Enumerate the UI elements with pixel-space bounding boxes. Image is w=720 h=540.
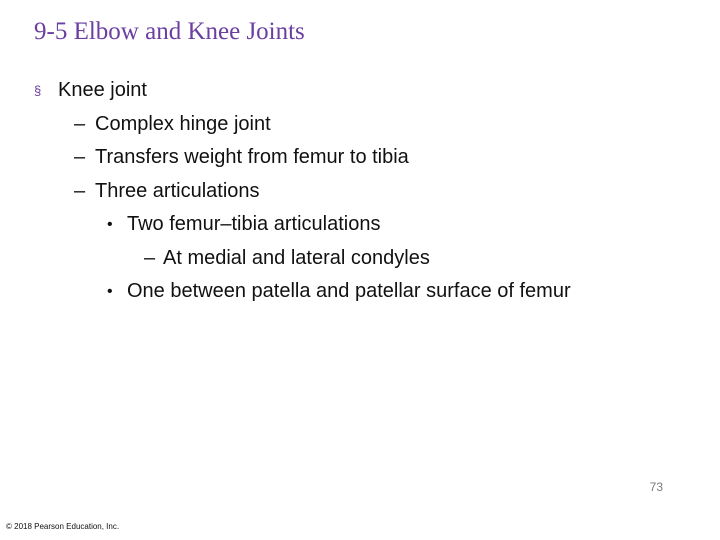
dash-bullet-icon: – [74,179,86,202]
copyright-notice: © 2018 Pearson Education, Inc. [6,522,120,531]
bullet-text: At medial and lateral condyles [163,246,430,269]
dot-bullet-icon: • [107,216,113,233]
bullet-text: Two femur–tibia articulations [127,213,381,235]
page-number: 73 [649,480,663,494]
bullet-text: Transfers weight from femur to tibia [95,146,409,168]
bullet-text: Three articulations [95,179,260,202]
bullet-text: Complex hinge joint [95,112,271,135]
dash-bullet-icon: – [144,246,156,269]
bullet-item-complex-hinge-joint [34,108,704,142]
slide-title: 9-5 Elbow and Knee Joints [34,18,305,45]
bullet-text: Knee joint [58,79,147,101]
dash-bullet-icon: – [74,112,86,135]
bullet-item-transfers-weight [34,141,704,175]
bullet-item-knee-joint [34,74,704,108]
bullet-item-two-femur-tibia [34,208,704,242]
square-bullet-icon: § [34,83,42,98]
bullet-item-three-articulations [34,175,704,209]
dash-bullet-icon: – [74,146,86,168]
bullet-list [34,74,704,309]
bullet-text: One between patella and patellar surface of femur [127,280,571,302]
dot-bullet-icon: • [107,283,113,300]
bullet-item-patella-surface [34,275,704,309]
bullet-item-medial-lateral-condyles [34,242,704,276]
